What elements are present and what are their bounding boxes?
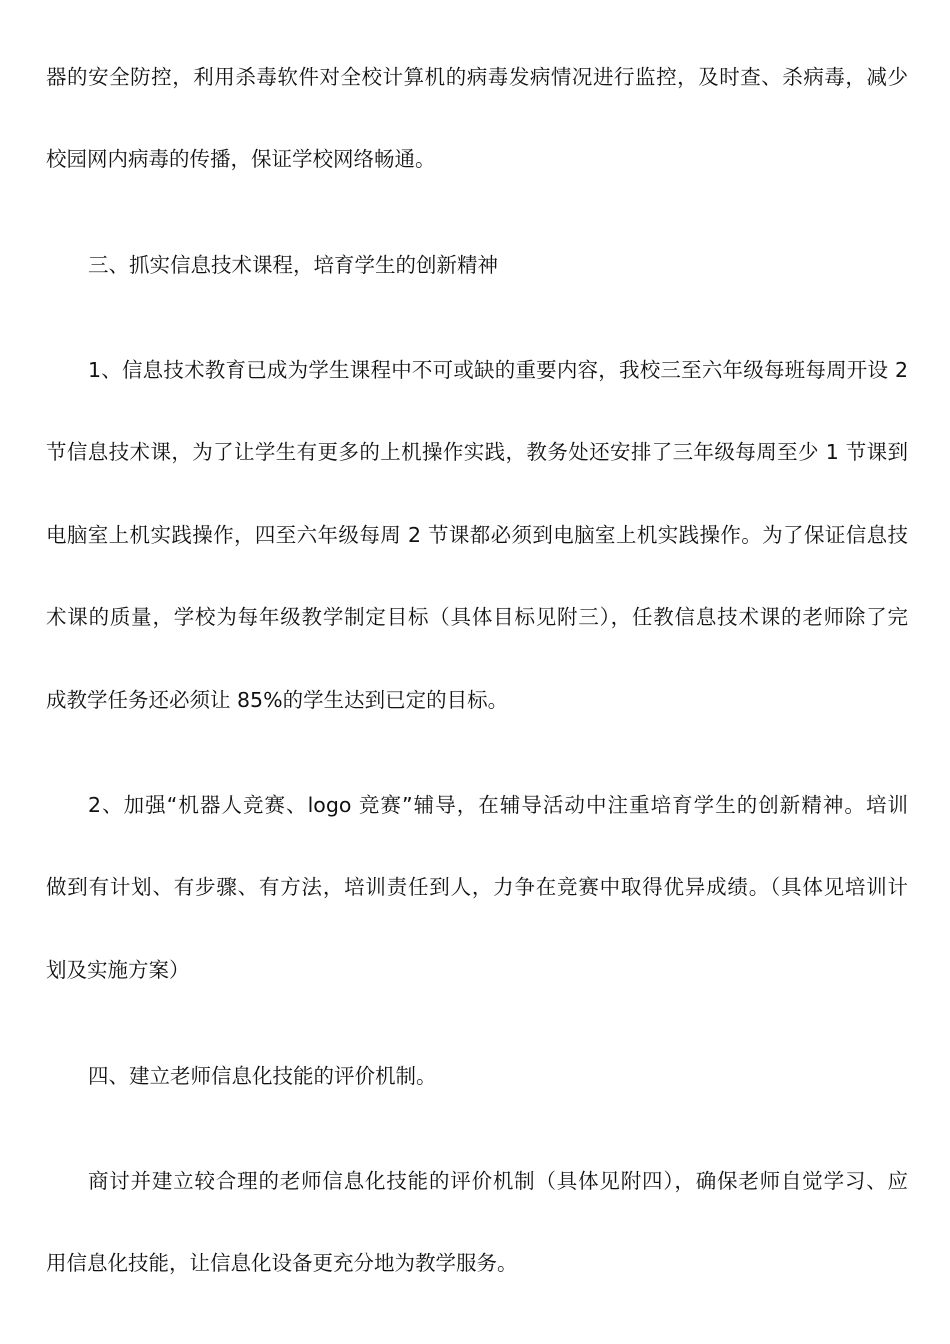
paragraph-line: 1、信息技术教育已成为学生课程中不可或缺的重要内容，我校三至六年级每班每周开设 2 (88, 358, 908, 382)
paragraph-line: 商讨并建立较合理的老师信息化技能的评价机制（具体见附四），确保老师自觉学习、应 (88, 1169, 908, 1193)
paragraph-line: 划及实施方案） (46, 958, 190, 982)
paragraph-line: 用信息化技能，让信息化设备更充分地为教学服务。 (46, 1251, 518, 1275)
paragraph-line: 节信息技术课，为了让学生有更多的上机操作实践，教务处还安排了三年级每周至少 1 节课到 (46, 440, 908, 464)
paragraph-line: 电脑室上机实践操作，四至六年级每周 2 节课都必须到电脑室上机实践操作。为了保证信息技 (46, 523, 908, 547)
section-heading: 四、建立老师信息化技能的评价机制。 (88, 1064, 437, 1088)
section-heading: 三、抓实信息技术课程，培育学生的创新精神 (88, 253, 498, 277)
paragraph-line: 做到有计划、有步骤、有方法，培训责任到人，力争在竞赛中取得优异成绩。（具体见培训计 (46, 875, 908, 899)
paragraph-line: 器的安全防控，利用杀毒软件对全校计算机的病毒发病情况进行监控，及时查、杀病毒，减少 (46, 65, 908, 89)
paragraph-line: 成教学任务还必须让 85%的学生达到已定的目标。 (46, 688, 509, 712)
paragraph-line: 校园网内病毒的传播，保证学校网络畅通。 (46, 147, 436, 171)
paragraph-line: 2、加强“机器人竞赛、logo 竞赛”辅导，在辅导活动中注重培育学生的创新精神。培训 (88, 793, 908, 817)
paragraph-line: 术课的质量，学校为每年级教学制定目标（具体目标见附三），任教信息技术课的老师除了完 (46, 605, 908, 629)
